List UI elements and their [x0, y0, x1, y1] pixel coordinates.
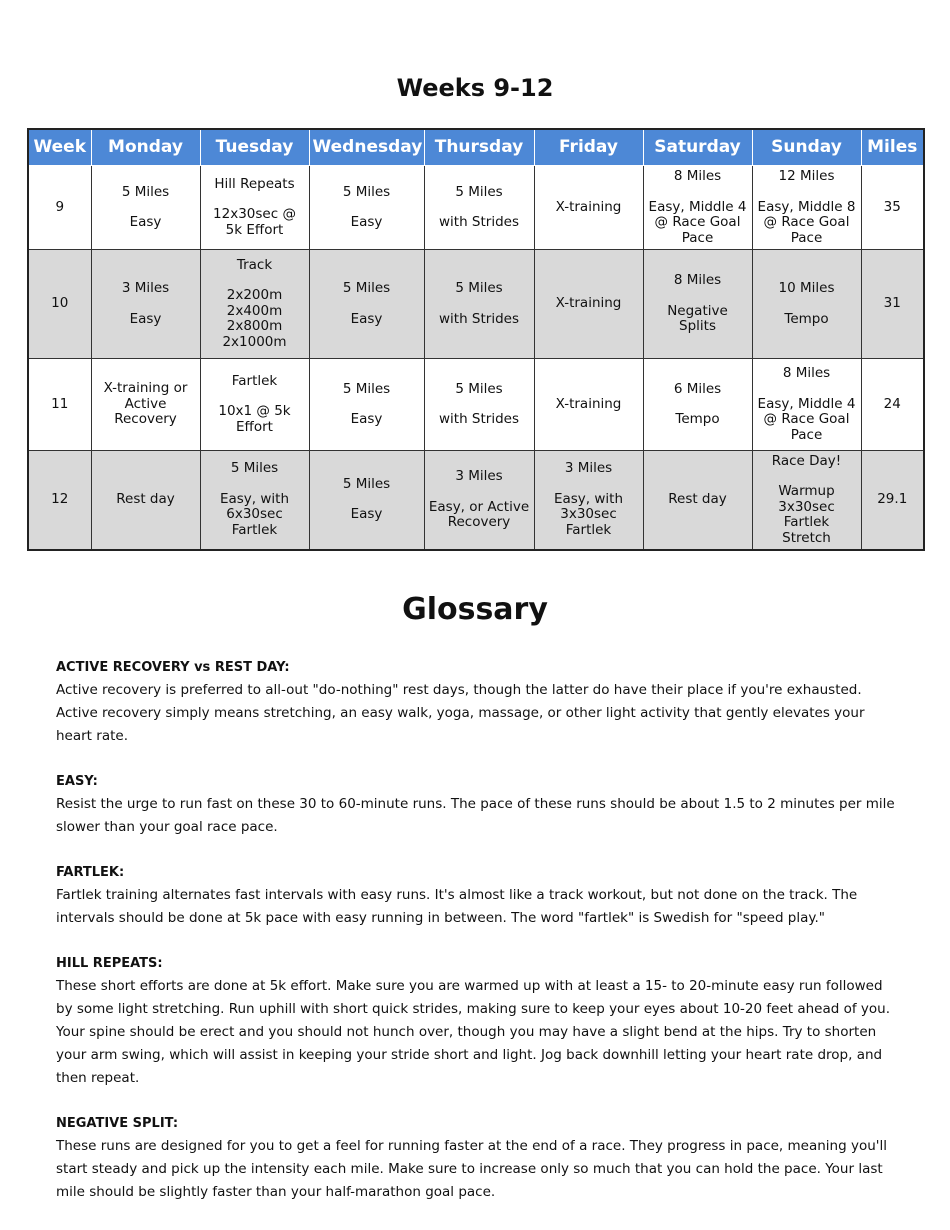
workout-cell	[534, 451, 643, 550]
glossary-term: EASY:	[56, 774, 98, 789]
workout-detail: Easy	[350, 506, 383, 523]
workout-cell	[643, 166, 752, 250]
week-cell: 12	[28, 451, 91, 550]
workout-detail: Tempo	[675, 411, 720, 427]
workout-detail: Easy	[350, 214, 383, 230]
glossary-term: NEGATIVE SPLIT:	[56, 1116, 179, 1131]
workout-detail: 10x1 @ 5k Effort	[218, 403, 291, 435]
workout-cell	[309, 166, 424, 250]
table-row	[28, 359, 924, 451]
header-miles: Miles	[861, 129, 924, 166]
workout-cell	[643, 451, 752, 550]
workout-detail: Easy, Middle 4 @ Race Goal Pace	[757, 395, 856, 443]
header-friday: Friday	[534, 129, 643, 166]
glossary-definition: Fartlek training alternates fast intervals with easy runs. It's almost like a track workout, but not done on the track. The intervals should be done at 5k pace with easy running in between. The word "fartlek" is Swedish for "speed play."	[56, 887, 858, 926]
workout-cell	[643, 359, 752, 451]
workout-cell	[752, 166, 861, 250]
glossary-entry	[56, 861, 896, 930]
workout-main: 6 Miles	[673, 380, 722, 397]
workout-cell	[424, 451, 534, 550]
glossary-entry	[56, 952, 896, 1090]
week-cell: 10	[28, 250, 91, 359]
workout-main: 5 Miles	[230, 460, 279, 477]
workout-detail: 12x30sec @ 5k Effort	[213, 206, 296, 238]
workout-main: 10 Miles	[778, 280, 835, 296]
workout-main: X-training	[555, 295, 622, 312]
header-thursday: Thursday	[424, 129, 534, 166]
header-week: Week	[28, 129, 91, 166]
workout-detail: Easy	[129, 214, 162, 230]
workout-main: 5 Miles	[455, 183, 503, 200]
workout-cell	[200, 166, 309, 250]
workout-main: X-training or Active Recovery	[103, 380, 188, 428]
glossary-definition: These runs are designed for you to get a feel for running faster at the end of a race. They progress in pace, meaning you'll start steady and pick up the intensity each mile. Make sure to increase only so much that you can hold the pace. Your last mile should be slightly faster than your half-marathon goal pace.	[56, 1138, 887, 1200]
workout-detail: Easy, or Active Recovery	[428, 498, 530, 530]
workout-cell	[200, 451, 309, 550]
workout-main: 5 Miles	[342, 475, 391, 492]
schedule-title: Weeks 9-12	[396, 74, 554, 102]
workout-detail: Easy	[350, 411, 383, 427]
table-header	[28, 129, 924, 166]
workout-cell	[91, 359, 200, 451]
glossary-term: ACTIVE RECOVERY vs REST DAY:	[56, 660, 290, 675]
workout-detail: Negative Splits	[667, 302, 728, 335]
workout-main: X-training	[555, 395, 622, 412]
workout-main: 8 Miles	[782, 365, 831, 381]
table-body	[28, 166, 924, 550]
workout-main: 5 Miles	[455, 380, 503, 397]
workout-detail: Easy	[350, 310, 383, 327]
workout-main: Rest day	[116, 491, 175, 507]
workout-main: Track	[236, 256, 273, 273]
miles-cell: 31	[861, 250, 924, 359]
workout-cell	[424, 250, 534, 359]
week-cell: 9	[28, 166, 91, 250]
glossary-term: HILL REPEATS:	[56, 956, 163, 971]
header-wednesday: Wednesday	[309, 129, 424, 166]
workout-cell	[309, 359, 424, 451]
workout-cell	[534, 250, 643, 359]
table-row	[28, 166, 924, 250]
table-row	[28, 250, 924, 359]
header-tuesday: Tuesday	[200, 129, 309, 166]
glossary-list	[56, 656, 896, 1226]
workout-main: Rest day	[668, 491, 727, 507]
workout-cell	[643, 250, 752, 359]
workout-cell	[200, 359, 309, 451]
workout-cell	[91, 451, 200, 550]
workout-main: 12 Miles	[778, 168, 835, 184]
workout-cell	[534, 359, 643, 451]
workout-detail: Easy, with 6x30sec Fartlek	[219, 490, 290, 538]
glossary-title: Glossary	[402, 592, 548, 627]
workout-main: 3 Miles	[121, 280, 170, 296]
workout-cell	[752, 451, 861, 550]
workout-cell	[91, 250, 200, 359]
header-monday: Monday	[91, 129, 200, 166]
workout-detail: Warmup 3x30sec Fartlek Stretch	[778, 483, 835, 546]
workout-cell	[424, 359, 534, 451]
header-sunday: Sunday	[752, 129, 861, 166]
workout-detail: Tempo	[784, 310, 829, 327]
training-schedule-table	[27, 128, 925, 551]
workout-main: Hill Repeats	[214, 175, 295, 192]
workout-detail: Easy, with 3x30sec Fartlek	[553, 490, 624, 538]
workout-cell	[309, 451, 424, 550]
workout-main: 3 Miles	[455, 468, 503, 484]
table-row	[28, 451, 924, 550]
workout-main: X-training	[555, 198, 622, 215]
workout-detail: with Strides	[438, 310, 519, 327]
workout-main: 5 Miles	[121, 183, 170, 200]
workout-main: 8 Miles	[673, 168, 722, 184]
workout-detail: with Strides	[438, 214, 519, 230]
header-row	[28, 129, 924, 166]
glossary-entry	[56, 656, 896, 748]
glossary-term: FARTLEK:	[56, 865, 125, 880]
workout-cell	[752, 250, 861, 359]
workout-main: 5 Miles	[455, 280, 503, 296]
workout-main: Race Day!	[771, 452, 842, 469]
workout-main: 5 Miles	[342, 183, 391, 200]
workout-detail: with Strides	[438, 411, 519, 427]
workout-detail: Easy	[129, 310, 162, 327]
workout-cell	[91, 166, 200, 250]
workout-cell	[309, 250, 424, 359]
workout-cell	[752, 359, 861, 451]
glossary-definition: These short efforts are done at 5k effort. Make sure you are warmed up with at least a 15- to 20-minute easy run followed by some light stretching. Run uphill with short quick strides, making sure to keep your eyes about 10-20 feet ahead of you. Your spine should be erect and you should not hunch over, though you may have a slight bend at the hips. Try to shorten your arm swing, which will assist in keeping your stride short and light. Jog back downhill letting your heart rate drop, and then repeat.	[56, 978, 891, 1086]
glossary-definition: Resist the urge to run fast on these 30 to 60-minute runs. The pace of these runs should be about 1.5 to 2 minutes per mile slower than your goal race pace.	[56, 796, 895, 835]
workout-main: 5 Miles	[342, 380, 391, 397]
workout-main: 3 Miles	[564, 460, 613, 477]
workout-cell	[424, 166, 534, 250]
miles-cell: 29.1	[861, 451, 924, 550]
glossary-definition: Active recovery is preferred to all-out "do-nothing" rest days, though the latter do have their place if you're exhausted. Active recovery simply means stretching, an easy walk, yoga, massage, or other light activity that gently elevates your heart rate.	[56, 682, 865, 744]
miles-cell: 24	[861, 359, 924, 451]
glossary-entry	[56, 1112, 896, 1204]
glossary-entry	[56, 770, 896, 839]
workout-cell	[200, 250, 309, 359]
workout-cell	[534, 166, 643, 250]
workout-detail: 2x200m 2x400m 2x800m 2x1000m	[222, 287, 287, 350]
workout-detail: Easy, Middle 4 @ Race Goal Pace	[648, 198, 747, 246]
workout-main: Fartlek	[231, 372, 278, 389]
workout-main: 8 Miles	[673, 272, 722, 289]
workout-main: 5 Miles	[342, 280, 391, 296]
workout-detail: Easy, Middle 8 @ Race Goal Pace	[757, 198, 856, 246]
miles-cell: 35	[861, 166, 924, 250]
week-cell: 11	[28, 359, 91, 451]
header-saturday: Saturday	[643, 129, 752, 166]
